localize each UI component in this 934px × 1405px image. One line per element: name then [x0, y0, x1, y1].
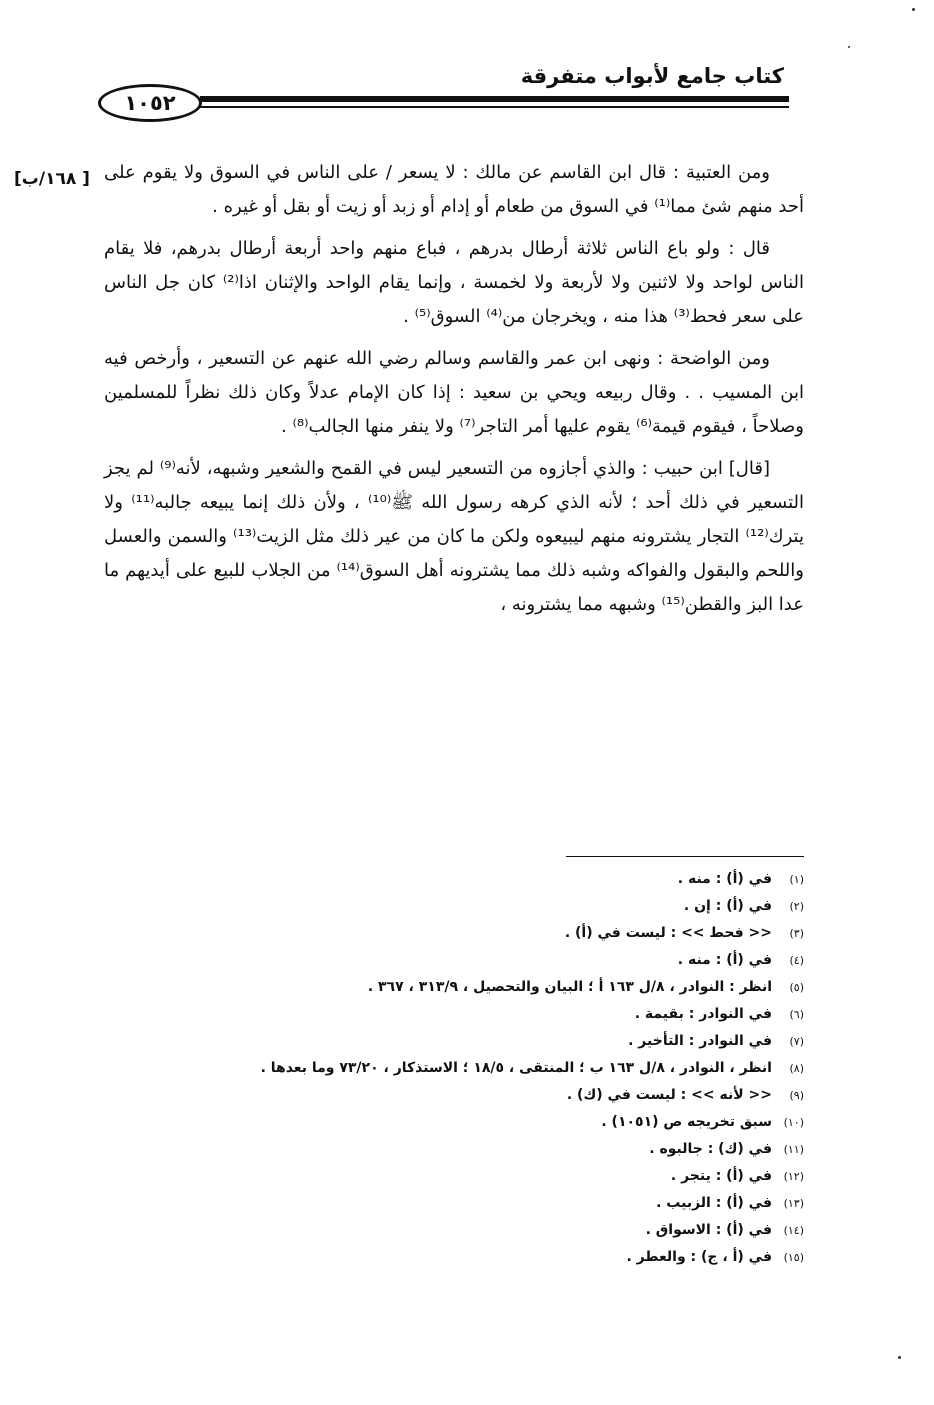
footnote-number: (٦) — [789, 1008, 804, 1021]
header-rule — [200, 96, 789, 102]
footnote-text: في (أ) : إن . — [683, 898, 772, 914]
footnote — [84, 893, 804, 920]
footnote-number: (٣) — [789, 927, 804, 940]
footnote-number: (١٣) — [783, 1197, 804, 1210]
page-number-badge — [98, 84, 202, 122]
footnote-number: (١) — [789, 873, 804, 886]
header-rule-thin — [200, 106, 789, 108]
footnote-text: في (أ) : يتجر . — [670, 1168, 772, 1184]
footnote-number: (١٤) — [783, 1224, 804, 1237]
footnote-text: انظر : النوادر ، ٨/ل ١٦٣ أ ؛ البيان والتحصيل ، ٣١٣/٩ ، ٣٦٧ . — [367, 979, 772, 995]
paragraph: ومن العتبية : قال ابن القاسم عن مالك : لا يسعر / على الناس في السوق ولا يقوم على أحد منهم شئ مما⁽¹⁾ في السوق من طعام أو إدام أو زبد أو زيت أو بقل أو غيره . — [104, 162, 804, 217]
scan-speck — [912, 8, 915, 11]
footnote — [84, 1055, 804, 1082]
paragraph: ومن الواضحة : ونهى ابن عمر والقاسم وسالم رضي الله عنهم عن التسعير ، وأرخص فيه ابن المسيب . . وقال ربيعه ويحي بن سعيد : إذا كان الإمام عدلاً وكان ذلك نظراً للمسلمين وصلاحاً ، فيقوم قيمة⁽⁶⁾ يقوم عليها أمر التاجر⁽⁷⁾ ولا ينفر منها الجالب⁽⁸⁾ . — [104, 348, 804, 437]
footnote-text: في (أ ، ج) : والعطر . — [626, 1249, 772, 1265]
footnote-number: (١٠) — [783, 1116, 804, 1129]
footnote-text: انظر ، النوادر ، ٨/ل ١٦٣ ب ؛ المنتقى ، ١٨/٥ ؛ الاستذكار ، ٧٣/٢٠ وما بعدها . — [260, 1060, 772, 1076]
footnote-number: (١٢) — [783, 1170, 804, 1183]
footnotes — [84, 866, 804, 1271]
footnote — [84, 1028, 804, 1055]
footnote-text: في (أ) : منه . — [677, 871, 772, 887]
footnote — [84, 1190, 804, 1217]
footnote — [84, 1082, 804, 1109]
footnote-text: في (أ) : الزبيب . — [656, 1195, 772, 1211]
manuscript-folio-note: [ ١٦٨/ب] — [14, 169, 90, 189]
footnote-separator — [566, 856, 804, 857]
footnote — [84, 1217, 804, 1244]
footnote-number: (٩) — [789, 1089, 804, 1102]
footnote — [84, 1244, 804, 1271]
main-text — [104, 156, 804, 630]
footnote-number: (٨) — [789, 1062, 804, 1075]
scan-speck — [848, 46, 850, 48]
page-number: ١٠٥٢ — [124, 91, 176, 115]
footnote-number: (٧) — [789, 1035, 804, 1048]
footnote-text: << فحط >> : ليست في (أ) . — [564, 925, 772, 941]
footnote — [84, 947, 804, 974]
page-title: كتاب جامع لأبواب متفرقة — [520, 64, 784, 88]
footnote-text: في (أ) : منه . — [677, 952, 772, 968]
footnote — [84, 920, 804, 947]
footnote-text: في (ك) : جالبوه . — [649, 1141, 772, 1157]
footnote-text: في النوادر : التأخير . — [628, 1033, 772, 1049]
footnote-text: << لأنه >> : ليست في (ك) . — [566, 1087, 772, 1103]
footnote-number: (١١) — [783, 1143, 804, 1156]
footnote-number: (١٥) — [783, 1251, 804, 1264]
paragraph: [قال] ابن حبيب : والذي أجازوه من التسعير ليس في القمح والشعير وشبهه، لأنه⁽⁹⁾ لم يجز التسعير في ذلك أحد ؛ لأنه الذي كرهه رسول الله ﷺ⁽¹⁰⁾ ، ولأن ذلك إنما يبيعه جالبه⁽¹¹⁾ ولا يترك⁽¹²⁾ التجار يشترونه منهم ليبيعوه ولكن ما كان من عير ذلك مثل الزيت⁽¹³⁾ والسمن والعسل واللحم والبقول والفواكه وشبه ذلك مما يشترونه أهل السوق⁽¹⁴⁾ من الجلاب للبيع على أيديهم ما عدا البز والقطن⁽¹⁵⁾ وشبهه مما يشترونه ، — [104, 458, 804, 615]
footnote-text: في (أ) : الاسواق . — [645, 1222, 772, 1238]
footnote-number: (٥) — [789, 981, 804, 994]
footnote-number: (٤) — [789, 954, 804, 967]
footnote-number: (٢) — [789, 900, 804, 913]
footnote — [84, 1109, 804, 1136]
footnote-text: في النوادر : بقيمة . — [634, 1006, 772, 1022]
footnote — [84, 974, 804, 1001]
footnote — [84, 1163, 804, 1190]
footnote-text: سبق تخريجه ص (١٠٥١) . — [601, 1114, 772, 1130]
paragraph: قال : ولو باع الناس ثلاثة أرطال بدرهم ، فباع منهم واحد أربعة أرطال بدرهم، فلا يقام الناس لواحد ولا لاثنين ولا لأربعة ولا لخمسة ، وإنما يقام الواحد والإثنان اذا⁽²⁾ كان جل الناس على سعر فحط⁽³⁾ هذا منه ، ويخرجان من⁽⁴⁾ السوق⁽⁵⁾ . — [104, 238, 804, 327]
footnote — [84, 1001, 804, 1028]
footnote — [84, 866, 804, 893]
footnote — [84, 1136, 804, 1163]
scan-speck — [898, 1356, 901, 1359]
